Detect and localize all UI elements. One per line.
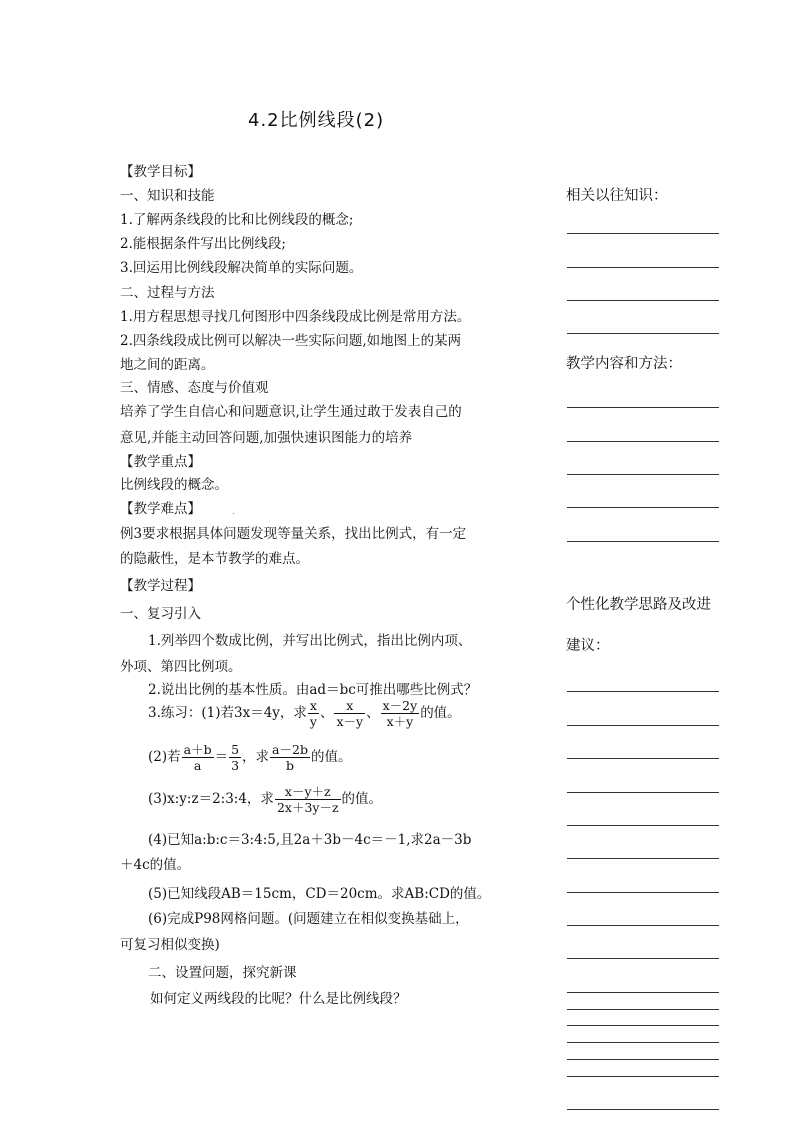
writing-line — [567, 507, 719, 508]
goal-knowledge-heading: 一、知识和技能 — [120, 188, 215, 204]
writing-line — [567, 892, 719, 893]
writing-line — [567, 300, 719, 301]
process-new-lesson-heading: 二、设置问题，探究新课 — [148, 965, 297, 981]
goal-attitude-heading: 三、情感、态度与价值观 — [120, 380, 269, 396]
fraction: $\frac{x}{x-y}$ — [336, 698, 364, 729]
writing-line — [567, 1042, 719, 1043]
goal-knowledge-item: 1.了解两条线段的比和比例线段的概念; — [120, 212, 354, 228]
fraction: $\frac{a+b}{a}$ — [183, 742, 212, 773]
writing-line — [567, 474, 719, 475]
goal-attitude-item: 意见,并能主动回答问题,加强快速识图能力的培养 — [120, 430, 413, 446]
fraction: $\frac{x-2y}{x+y}$ — [382, 698, 418, 729]
goal-knowledge-item: 2.能根据条件写出比例线段; — [120, 236, 286, 252]
fraction: $\frac{5}{3}$ — [231, 742, 240, 773]
exercise-5: (5)已知线段AB＝15cm，CD＝20cm。求AB:CD的值。 — [148, 886, 491, 902]
exercise-1: 3.练习：(1)若3x＝4y，求 $\frac{x}{y}$ 、 $\frac{x}{x-y}$ 、 $\frac{x-2y}{x+y}$ 的值。 — [148, 698, 461, 729]
writing-line — [567, 1059, 719, 1060]
section-heading-difficulty: 【教学难点】 — [120, 501, 201, 517]
writing-line — [567, 958, 719, 959]
review-question-1: 1.列举四个数成比例，并写出比例式，指出比例内项、 — [148, 633, 472, 649]
goal-process-item: 1.用方程思想寻找几何图形中四条线段成比例是常用方法。 — [120, 309, 471, 325]
writing-line — [567, 725, 719, 726]
exercise-4: (4)已知a:b:c＝3:4:5,且2a＋3b－4c＝－1,求2a－3b — [148, 832, 472, 848]
personal-notes-label-cont: 建议： — [566, 638, 610, 654]
writing-line — [567, 1076, 719, 1077]
fraction: $\frac{a-2b}{b}$ — [272, 742, 308, 773]
prior-knowledge-label: 相关以往知识： — [566, 188, 668, 204]
content-method-label: 教学内容和方法： — [566, 356, 682, 372]
writing-line — [567, 691, 719, 692]
writing-line — [567, 233, 719, 234]
writing-line — [567, 792, 719, 793]
writing-line — [567, 407, 719, 408]
writing-line — [567, 541, 719, 542]
review-question-2: 2.说出比例的基本性质。由ad＝bc可推出哪些比例式？ — [148, 682, 478, 698]
writing-line — [567, 441, 719, 442]
writing-line — [567, 758, 719, 759]
goal-process-item: 2.四条线段成比例可以解决一些实际问题,如地图上的某两 — [120, 333, 462, 349]
writing-line — [567, 333, 719, 334]
difficulty-text: 的隐蔽性，是本节教学的难点。 — [120, 551, 309, 567]
exercise-6-cont: 可复习相似变换) — [120, 937, 220, 953]
exercise-2: (2)若 $\frac{a+b}{a}$ ＝ $\frac{5}{3}$ ，求 $\frac{a-2b}{b}$ 的值。 — [148, 742, 352, 773]
difficulty-text: 例3要求根据具体问题发现等量关系，找出比例式，有一定 — [120, 526, 467, 542]
personal-notes-label: 个性化教学思路及改进 — [566, 597, 711, 613]
stray-mark: . — [232, 507, 235, 517]
process-review-heading: 一、复习引入 — [120, 606, 201, 622]
writing-line — [567, 992, 719, 993]
writing-line — [567, 1009, 719, 1010]
key-point-text: 比例线段的概念。 — [120, 477, 228, 493]
exercise-3: (3)x:y:z＝2:3:4，求 $\frac{x-y+z}{2x+3y-z}$ 的值。 — [148, 784, 383, 815]
writing-line — [567, 1109, 719, 1110]
goal-attitude-item: 培养了学生自信心和问题意识,让学生通过敢于发表自己的 — [120, 404, 462, 420]
writing-line — [567, 825, 719, 826]
goal-knowledge-item: 3.回运用比例线段解决简单的实际问题。 — [120, 260, 363, 276]
section-heading-key: 【教学重点】 — [120, 454, 201, 470]
section-heading-process: 【教学过程】 — [120, 578, 201, 594]
writing-line — [567, 925, 719, 926]
writing-line — [567, 267, 719, 268]
new-lesson-question: 如何定义两线段的比呢？什么是比例线段？ — [150, 991, 407, 1007]
section-heading-goals: 【教学目标】 — [120, 164, 201, 180]
goal-process-heading: 二、过程与方法 — [120, 285, 215, 301]
fraction: $\frac{x}{y}$ — [309, 698, 317, 729]
writing-line — [567, 858, 719, 859]
writing-line — [567, 1025, 719, 1026]
exercise-4-cont: ＋4c的值。 — [120, 857, 191, 873]
goal-process-item: 地之间的距离。 — [120, 357, 215, 373]
fraction: $\frac{x-y+z}{2x+3y-z}$ — [276, 784, 339, 815]
page-title: 4.2比例线段(2) — [248, 110, 385, 131]
exercise-6: (6)完成P98网格问题。(问题建立在相似变换基础上， — [148, 911, 469, 927]
review-question-1-cont: 外项、第四比例项。 — [120, 659, 242, 675]
